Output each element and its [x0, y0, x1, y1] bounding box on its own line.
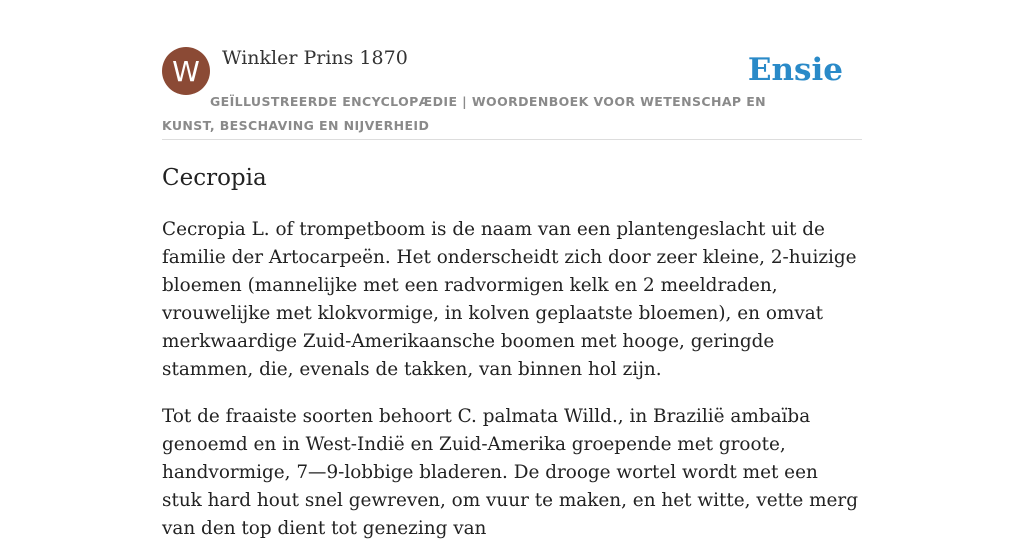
source-title[interactable]: Winkler Prins 1870 — [222, 47, 408, 69]
article-paragraph-2: Tot de fraaiste soorten behoort C. palmata Willd., in Brazilië ambaïba genoemd en in West-Indië en Zuid-Amerika groepende met groote, handvormige, 7—9-lobbige bladeren. De drooge wortel wordt met een stuk hard hout snel gewreven, om vuur te maken, en het witte, vette merg van den top dient tot genezing van — [162, 406, 858, 539]
source-subtitle: GEÏLLUSTREERDE ENCYCLOPÆDIE | WOORDENBOEK VOOR WETENSCHAP EN KUNST, BESCHAVING EN NIJVERHEID — [162, 94, 767, 133]
article-heading: Cecropia — [162, 165, 267, 191]
avatar[interactable]: W — [162, 47, 210, 95]
article-paragraph-1: Cecropia L. of trompetboom is de naam van een plantengeslacht uit de familie der Artocarpeën. Het onderscheidt zich door zeer kleine, 2-huizige bloemen (mannelijke met een radvormigen kelk en 2 meeldraden, vrouwelijke met klokvormige, in kolven geplaatste bloemen), en omvat merkwaardige Zuid-Amerikaansche boomen met hooge, geringde stammen, die, evenals de takken, van binnen hol zijn. — [162, 219, 857, 380]
article — [162, 162, 862, 543]
ensie-logo[interactable]: Ensie — [747, 52, 843, 88]
header — [162, 46, 862, 140]
